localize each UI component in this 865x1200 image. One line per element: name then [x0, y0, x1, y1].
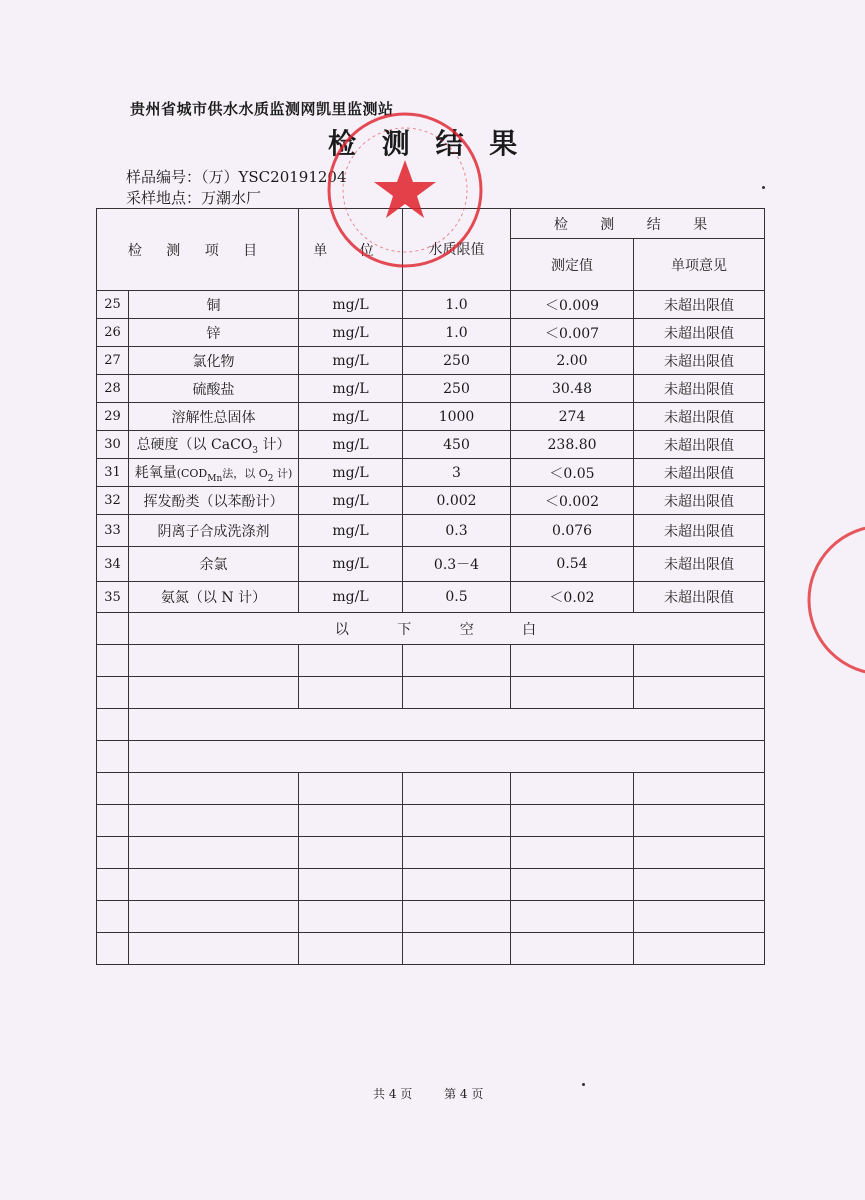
row-opinion: 未超出限值 [634, 291, 765, 319]
header-opinion: 单项意见 [634, 239, 765, 291]
row-no: 27 [97, 347, 129, 375]
row-unit: mg/L [299, 582, 403, 613]
table-row [97, 459, 765, 487]
row-item: 锌 [129, 319, 299, 347]
current-page: 第 4 页 [444, 1087, 484, 1101]
results-table [96, 208, 765, 965]
row-opinion: 未超出限值 [634, 347, 765, 375]
row-opinion: 未超出限值 [634, 582, 765, 613]
row-unit: mg/L [299, 319, 403, 347]
row-no: 29 [97, 403, 129, 431]
row-no: 31 [97, 459, 129, 487]
row-limit: 250 [403, 375, 511, 403]
sample-number: 样品编号：（万）YSC20191204 [126, 168, 347, 186]
empty-row [97, 773, 765, 805]
table-row [97, 431, 765, 459]
row-unit: mg/L [299, 431, 403, 459]
table-row [97, 547, 765, 582]
row-limit: 450 [403, 431, 511, 459]
row-no: 34 [97, 547, 129, 582]
row-item: 铜 [129, 291, 299, 319]
row-no: 35 [97, 582, 129, 613]
speck [762, 186, 765, 189]
row-limit: 3 [403, 459, 511, 487]
row-item: 氯化物 [129, 347, 299, 375]
empty-row [97, 645, 765, 677]
row-unit: mg/L [299, 487, 403, 515]
row-item: 挥发酚类（以苯酚计） [129, 487, 299, 515]
empty-row [97, 933, 765, 965]
empty-row [97, 837, 765, 869]
row-no: 32 [97, 487, 129, 515]
row-unit: mg/L [299, 347, 403, 375]
row-opinion: 未超出限值 [634, 431, 765, 459]
row-opinion: 未超出限值 [634, 515, 765, 547]
row-unit: mg/L [299, 291, 403, 319]
empty-row [97, 805, 765, 837]
empty-row [97, 869, 765, 901]
row-no: 26 [97, 319, 129, 347]
row-limit: 0.3－4 [403, 547, 511, 582]
row-item: 总硬度（以 CaCO$_3$ 计） [129, 431, 299, 459]
page-footer [373, 1085, 511, 1102]
row-limit: 1.0 [403, 291, 511, 319]
row-no: 25 [97, 291, 129, 319]
table-row [97, 291, 765, 319]
row-value: 0.54 [511, 547, 634, 582]
row-no: 33 [97, 515, 129, 547]
empty-row [97, 677, 765, 709]
header-unit: 单 位 [299, 209, 403, 291]
blank-note-row [97, 613, 765, 645]
row-value: 274 [511, 403, 634, 431]
row-value: 2.00 [511, 347, 634, 375]
row-value: ＜0.002 [511, 487, 634, 515]
row-item: 溶解性总固体 [129, 403, 299, 431]
row-no: 30 [97, 431, 129, 459]
row-item: 余氯 [129, 547, 299, 582]
header-measured: 测定值 [511, 239, 634, 291]
row-limit: 0.002 [403, 487, 511, 515]
row-opinion: 未超出限值 [634, 375, 765, 403]
row-unit: mg/L [299, 459, 403, 487]
row-limit: 1.0 [403, 319, 511, 347]
empty-row [97, 741, 765, 773]
row-no: 28 [97, 375, 129, 403]
row-value: 238.80 [511, 431, 634, 459]
row-value: ＜0.009 [511, 291, 634, 319]
total-pages: 共 4 页 [373, 1087, 413, 1101]
row-unit: mg/L [299, 403, 403, 431]
row-item: 氨氮（以 N 计） [129, 582, 299, 613]
row-unit: mg/L [299, 515, 403, 547]
row-item: 阴离子合成洗涤剂 [129, 515, 299, 547]
row-opinion: 未超出限值 [634, 547, 765, 582]
page-title: 检 测 结 果 [328, 127, 526, 160]
row-unit: mg/L [299, 547, 403, 582]
empty-row [97, 901, 765, 933]
row-value: 30.48 [511, 375, 634, 403]
partial-seal-stamp [805, 520, 865, 680]
table-row [97, 375, 765, 403]
row-opinion: 未超出限值 [634, 487, 765, 515]
header-item: 检 测 项 目 [97, 209, 299, 291]
organization-name: 贵州省城市供水水质监测网凯里监测站 [130, 100, 394, 118]
blank-note: 以 下 空 白 [129, 613, 765, 645]
table-row [97, 582, 765, 613]
row-opinion: 未超出限值 [634, 459, 765, 487]
row-limit: 250 [403, 347, 511, 375]
table-row [97, 319, 765, 347]
table-row [97, 403, 765, 431]
speck [582, 1083, 585, 1086]
row-limit: 0.5 [403, 582, 511, 613]
row-value: ＜0.007 [511, 319, 634, 347]
row-value: ＜0.02 [511, 582, 634, 613]
table-row [97, 347, 765, 375]
table-row [97, 487, 765, 515]
row-limit: 0.3 [403, 515, 511, 547]
row-unit: mg/L [299, 375, 403, 403]
row-opinion: 未超出限值 [634, 403, 765, 431]
row-opinion: 未超出限值 [634, 319, 765, 347]
row-item: 硫酸盐 [129, 375, 299, 403]
row-limit: 1000 [403, 403, 511, 431]
header-results: 检 测 结 果 [511, 209, 765, 239]
header-limit: 水质限值 [403, 209, 511, 291]
row-value: 0.076 [511, 515, 634, 547]
table-row [97, 515, 765, 547]
row-value: ＜0.05 [511, 459, 634, 487]
row-item: 耗氧量($COD_{Mn}$法，以 $O_2$ 计) [129, 459, 299, 487]
empty-row [97, 709, 765, 741]
sampling-site: 采样地点：万潮水厂 [126, 189, 262, 207]
